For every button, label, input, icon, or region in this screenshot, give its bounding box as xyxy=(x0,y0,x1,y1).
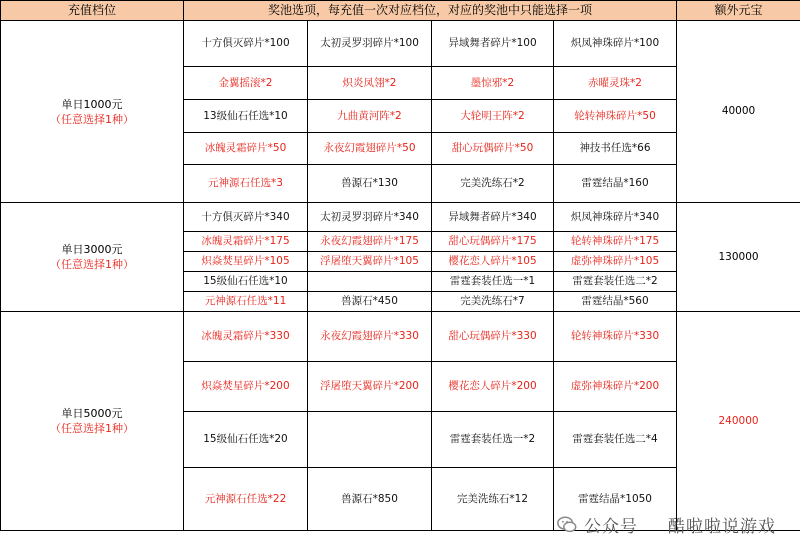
reward-option-cell: 轮转神珠碎片*330 xyxy=(554,312,677,362)
reward-option-cell: 十方俱灭碎片*340 xyxy=(184,203,308,232)
reward-option-cell: 雷霆结晶*1050 xyxy=(554,468,677,531)
reward-option-cell: 甜心玩偶碎片*175 xyxy=(432,232,554,252)
tier-cell xyxy=(1,203,184,312)
reward-option-cell: 兽源石*130 xyxy=(308,165,432,203)
reward-option-cell: 永夜幻霞翅碎片*50 xyxy=(308,133,432,165)
header-row xyxy=(1,1,800,21)
reward-option-cell: 轮转神珠碎片*50 xyxy=(554,100,677,133)
reward-option-cell: 冰魄灵霜碎片*330 xyxy=(184,312,308,362)
reward-option-cell: 完美洗练石*7 xyxy=(432,292,554,312)
header-bonus: 额外元宝 xyxy=(677,1,800,21)
reward-option-cell: 炽焱焚星碎片*200 xyxy=(184,362,308,412)
tier-note: （任意选择1种） xyxy=(50,112,134,126)
reward-option-cell: 15级仙石任选*10 xyxy=(184,272,308,292)
reward-option-cell: 墨惊邪*2 xyxy=(432,67,554,100)
reward-option-cell: 十方俱灭碎片*100 xyxy=(184,21,308,67)
reward-option-cell: 炽凤神珠碎片*340 xyxy=(554,203,677,232)
reward-option-cell: 完美洗练石*12 xyxy=(432,468,554,531)
reward-option-cell: 甜心玩偶碎片*50 xyxy=(432,133,554,165)
table-row xyxy=(1,21,800,67)
tier-label: 单日3000元 xyxy=(61,243,123,256)
reward-option-cell: 炽炎凤翎*2 xyxy=(308,67,432,100)
reward-option-cell: 炽焱焚星碎片*105 xyxy=(184,252,308,272)
bonus-cell: 40000 xyxy=(677,21,800,203)
table-row xyxy=(1,203,800,232)
tier-cell xyxy=(1,312,184,531)
reward-option-cell: 虚弥神珠碎片*200 xyxy=(554,362,677,412)
reward-option-cell xyxy=(308,272,432,292)
reward-option-cell: 浮屠堕天翼碎片*105 xyxy=(308,252,432,272)
table-row xyxy=(1,312,800,362)
reward-option-cell: 神技书任选*66 xyxy=(554,133,677,165)
reward-option-cell: 兽源石*850 xyxy=(308,468,432,531)
reward-option-cell: 异域舞者碎片*340 xyxy=(432,203,554,232)
reward-option-cell: 雷霆套装任选二*4 xyxy=(554,412,677,468)
reward-option-cell: 冰魄灵霜碎片*50 xyxy=(184,133,308,165)
tier-note: （任意选择1种） xyxy=(50,422,134,435)
reward-option-cell: 甜心玩偶碎片*330 xyxy=(432,312,554,362)
watermark-label: 公众号 xyxy=(584,517,638,537)
reward-option-cell: 兽源石*450 xyxy=(308,292,432,312)
reward-option-cell: 轮转神珠碎片*175 xyxy=(554,232,677,252)
header-options: 奖池选项，每充值一次对应档位，对应的奖池中只能选择一项 xyxy=(184,1,677,21)
tier-cell xyxy=(1,21,184,203)
reward-option-cell: 13级仙石任选*10 xyxy=(184,100,308,133)
reward-option-cell: 元神源石任选*3 xyxy=(184,165,308,203)
reward-option-cell: 樱花恋人碎片*200 xyxy=(432,362,554,412)
reward-option-cell: 雷霆结晶*160 xyxy=(554,165,677,203)
reward-option-cell: 太初灵罗羽碎片*340 xyxy=(308,203,432,232)
reward-option-cell: 雷霆结晶*560 xyxy=(554,292,677,312)
reward-option-cell: 樱花恋人碎片*105 xyxy=(432,252,554,272)
reward-option-cell xyxy=(308,412,432,468)
watermark-author: 酷啦啦说游戏 xyxy=(668,517,776,537)
reward-option-cell: 15级仙石任选*20 xyxy=(184,412,308,468)
reward-option-cell: 炽凤神珠碎片*100 xyxy=(554,21,677,67)
reward-option-cell: 太初灵罗羽碎片*100 xyxy=(308,21,432,67)
reward-option-cell: 异域舞者碎片*100 xyxy=(432,21,554,67)
reward-option-cell: 完美洗练石*2 xyxy=(432,165,554,203)
reward-option-cell: 大轮明王阵*2 xyxy=(432,100,554,133)
reward-option-cell: 元神源石任选*22 xyxy=(184,468,308,531)
tier-note: （任意选择1种） xyxy=(50,258,134,271)
reward-option-cell: 永夜幻霞翅碎片*330 xyxy=(308,312,432,362)
bonus-cell: 240000 xyxy=(677,312,800,531)
header-tier: 充值档位 xyxy=(1,1,184,21)
tier-label: 单日1000元 xyxy=(61,97,123,111)
reward-option-cell: 元神源石任选*11 xyxy=(184,292,308,312)
reward-option-cell: 雷霆套装任选一*2 xyxy=(432,412,554,468)
tier-label: 单日5000元 xyxy=(61,407,123,420)
bonus-cell: 130000 xyxy=(677,203,800,312)
reward-option-cell: 虚弥神珠碎片*105 xyxy=(554,252,677,272)
reward-option-cell: 浮屠堕天翼碎片*200 xyxy=(308,362,432,412)
reward-option-cell: 永夜幻霞翅碎片*175 xyxy=(308,232,432,252)
reward-option-cell: 雷霆套装任选一*1 xyxy=(432,272,554,292)
reward-option-cell: 赤曜灵珠*2 xyxy=(554,67,677,100)
reward-option-cell: 冰魄灵霜碎片*175 xyxy=(184,232,308,252)
reward-option-cell: 金翼摇滚*2 xyxy=(184,67,308,100)
reward-option-cell: 九曲黄河阵*2 xyxy=(308,100,432,133)
wechat-icon xyxy=(556,514,578,536)
reward-option-cell: 雷霆套装任选二*2 xyxy=(554,272,677,292)
watermark xyxy=(556,512,776,537)
